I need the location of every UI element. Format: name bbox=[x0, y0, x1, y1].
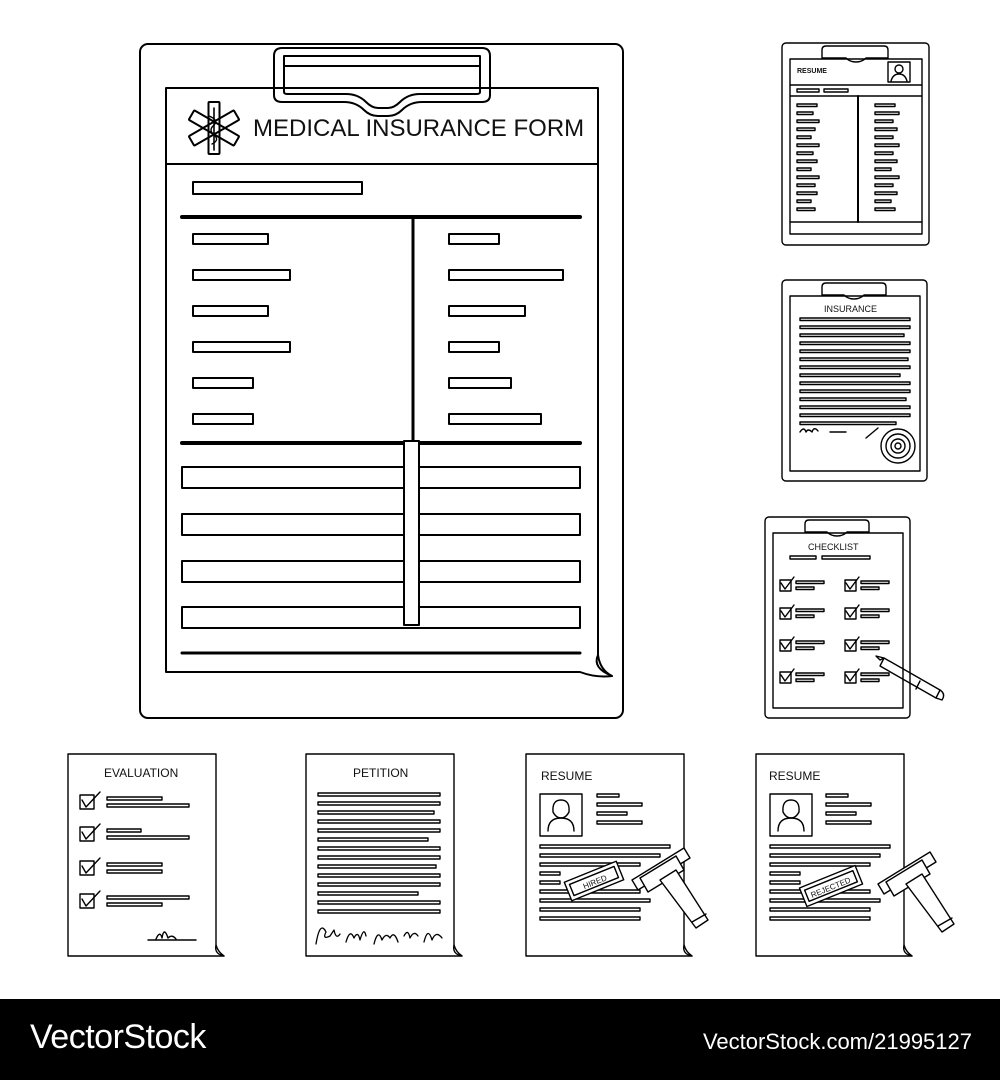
image-url: VectorStock.com/21995127 bbox=[702, 1029, 972, 1054]
resume-hired-title: RESUME bbox=[541, 769, 593, 783]
hired-stamp-text: HIRED bbox=[581, 873, 609, 892]
insurance-text-lines bbox=[800, 318, 910, 425]
medical-insurance-clipboard bbox=[140, 44, 623, 718]
petition-text-lines bbox=[318, 793, 440, 913]
resume-clipboard-thumbnail bbox=[782, 43, 929, 245]
left-field-bars bbox=[193, 234, 290, 424]
checklist-items bbox=[780, 577, 889, 683]
insurance-clipboard-thumbnail bbox=[782, 280, 927, 481]
brand-logo: VectorStock bbox=[30, 1018, 206, 1056]
checklist-title: CHECKLIST bbox=[808, 542, 859, 552]
main-form-title: MEDICAL INSURANCE FORM bbox=[253, 115, 585, 142]
checklist-clipboard-thumbnail bbox=[765, 517, 944, 718]
resume-rejected-title: RESUME bbox=[769, 769, 821, 783]
resume-lines bbox=[797, 104, 899, 211]
insurance-title: INSURANCE bbox=[824, 304, 878, 314]
long-field-bars bbox=[182, 441, 580, 628]
evaluation-check-items bbox=[80, 792, 189, 908]
resume-clipboard-title: RESUME bbox=[797, 68, 827, 75]
rejected-stamp-text: REJECTED bbox=[809, 875, 853, 900]
petition-title: PETITION bbox=[353, 766, 409, 780]
seal-icon bbox=[881, 429, 915, 463]
evaluation-thumbnail bbox=[68, 754, 224, 956]
resume-hired-thumbnail bbox=[526, 754, 708, 956]
signatures bbox=[316, 928, 442, 944]
right-field-bars bbox=[449, 234, 563, 424]
footer-bar bbox=[0, 999, 1000, 1080]
star-of-life-icon bbox=[189, 102, 240, 154]
clipboard-clip bbox=[274, 48, 490, 116]
petition-thumbnail bbox=[306, 754, 462, 956]
rubber-stamp-icon bbox=[878, 852, 954, 932]
rubber-stamp-icon bbox=[632, 848, 708, 928]
resume-rejected-thumbnail bbox=[756, 754, 954, 956]
evaluation-title: EVALUATION bbox=[104, 766, 179, 780]
